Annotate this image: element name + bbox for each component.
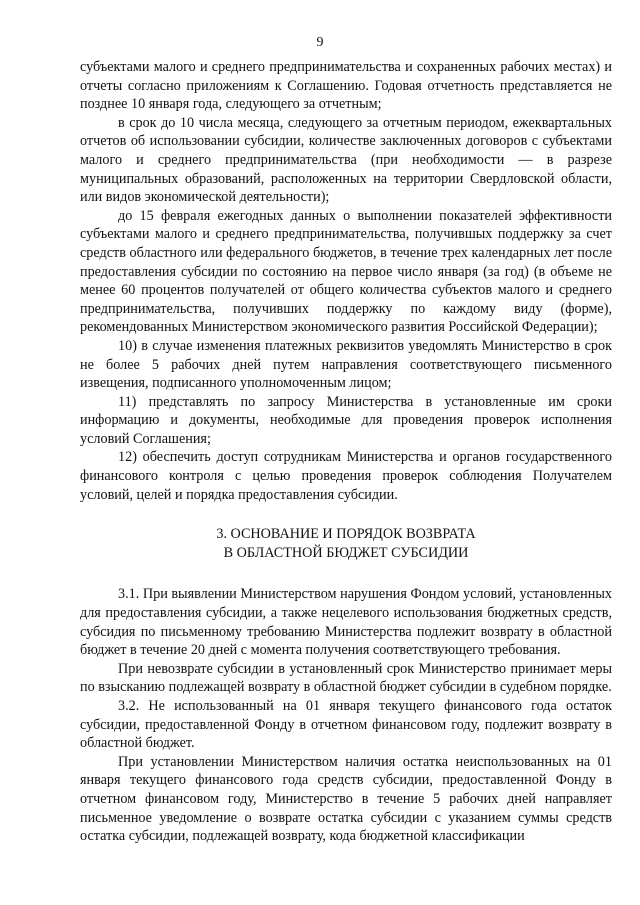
paragraph: При установлении Министерством наличия остатка неиспользованных на 01 января текущего финансового года средств субсидии, предоставленной Фонду в отчетном финансовом году, Министерство в течение 5 рабочих дней направляет письменное уведомление о возврате остатка субсидии с указанием суммы средств остатка субсидии, подлежащей возврату, кода бюджетной классификации: [80, 753, 612, 845]
section-heading-line: В ОБЛАСТНОЙ БЮДЖЕТ СУБСИДИИ: [223, 544, 469, 561]
paragraph: При невозврате субсидии в установленный срок Министерство принимает меры по взысканию подлежащей возврату в областной бюджет субсидии в судебном порядке.: [80, 660, 612, 696]
paragraph: субъектами малого и среднего предпринимательства и сохраненных рабочих местах) и отчеты согласно приложениям к Соглашению. Годовая отчетность представляется не позднее 10 января года, следующего за отчетным;: [80, 59, 612, 113]
paragraph: 3.1. При выявлении Министерством нарушения Фондом условий, установленных для предоставления субсидии, а также нецелевого использования бюджетных средств, субсидия по письменному требованию Министерства подлежит возврату в областной бюджет в течение 20 дней с момента получения соответствующего требования.: [80, 586, 612, 659]
document-body: [80, 58, 612, 846]
paragraph: 3.2. Не использованный на 01 января текущего финансового года остаток субсидии, предоставленной Фонду в отчетном финансовом году, подлежит возврату в областной бюджет.: [80, 698, 612, 752]
paragraph: в срок до 10 числа месяца, следующего за отчетным периодом, ежеквартальных отчетов об использовании субсидии, количестве заключенных договоров с субъектами малого и среднего предпринимательства (при необходимости — в разрезе муниципальных образований, расположенных на территории Свердловской области, или видов экономической деятельности);: [80, 114, 612, 206]
section-heading: [80, 525, 612, 562]
section-heading-line: 3. ОСНОВАНИЕ И ПОРЯДОК ВОЗВРАТА: [216, 526, 476, 543]
paragraph: 12) обеспечить доступ сотрудникам Министерства и органов государственного финансового контроля с целью проведения проверок соблюдения Получателем условий, целей и порядка предоставления субсидии.: [80, 449, 612, 503]
paragraph: 10) в случае изменения платежных реквизитов уведомлять Министерство в срок не более 5 рабочих дней путем направления соответствующего письменного извещения, подписанного уполномоченным лицом;: [80, 337, 612, 392]
paragraph: 11) представлять по запросу Министерства в установленные им сроки информацию и документы, необходимые для проведения проверок исполнения условий Соглашения;: [80, 393, 612, 447]
paragraph: до 15 февраля ежегодных данных о выполнении показателей эффективности субъектами малого и среднего предпринимательства, получившых поддержку за счет средств областного или федерального бюджетов, в течение трех календарных лет после предоставления субсидии по состоянию на первое число января (за год) (в объеме не менее 60 процентов получателей от общего количества субъектов малого и среднего предпринимательства, получивших поддержку по каждому виду (форме), рекомендованных Министерством экономического развития Российской Федерации);: [80, 207, 612, 336]
page-number: 9: [316, 35, 324, 50]
